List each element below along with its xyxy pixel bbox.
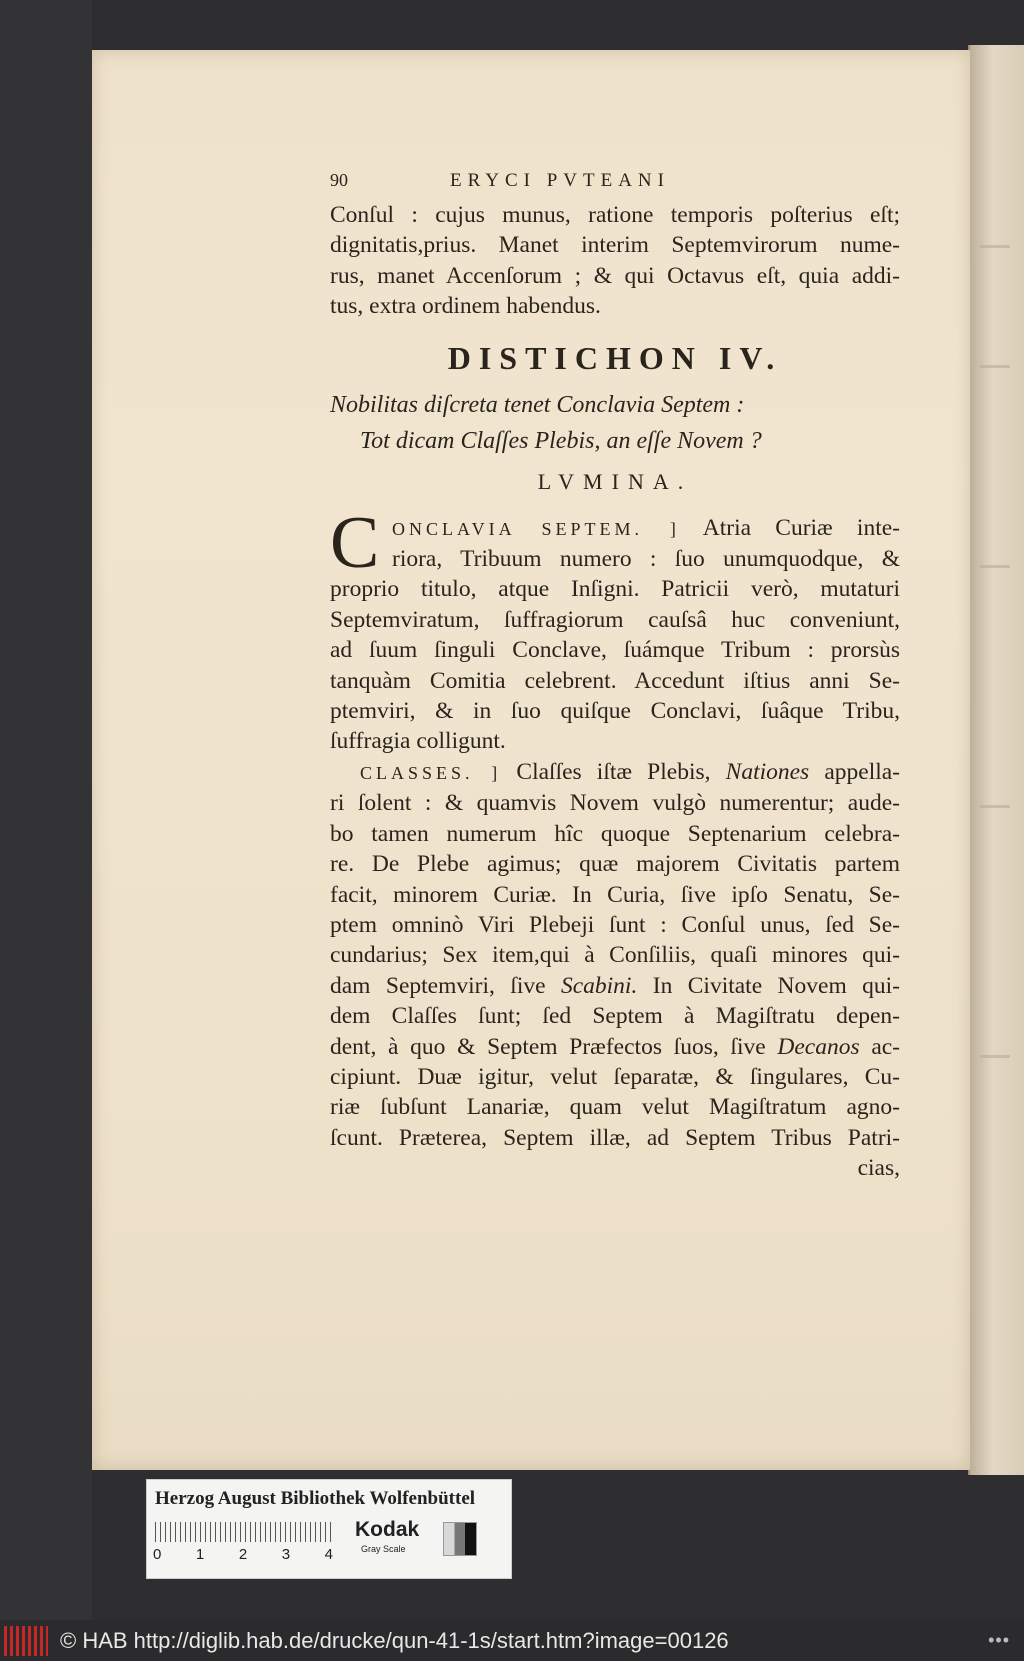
- text-span: Atria Curiæ inte-: [702, 514, 900, 541]
- text-line: facit, minorem Curiæ. In Curia, ſive ipſo Senatu, Se-: [330, 881, 900, 908]
- section-heading: DISTICHON IV.: [447, 339, 783, 376]
- color-calibration-bar: [146, 1479, 512, 1579]
- hab-logo-icon: [4, 1626, 48, 1656]
- ruler-number: 2: [238, 1546, 248, 1563]
- verse-line: Tot dicam Claſſes Plebis, an eſſe Novem ?: [360, 427, 762, 454]
- verse-line: Nobilitas diſcreta tenet Conclavia Septem :: [330, 391, 745, 418]
- paragraph-conclavia: [330, 501, 900, 757]
- footer-url[interactable]: © HAB http://diglib.hab.de/drucke/qun-41-1s/start.htm?image=00126: [60, 1627, 729, 1653]
- lemma: ONCLAVIA SEPTEM. ]: [392, 518, 680, 539]
- text-line: [330, 757, 900, 788]
- text-span: ac-: [871, 1033, 900, 1060]
- text-span: Claſſes iſtæ Plebis,: [516, 758, 711, 785]
- text-line: proprio titulo, atque Inſigni. Patricii verò, mutaturi: [330, 576, 900, 603]
- text-line: Septemviratum, ſuffragiorum cauſsâ huc conveniunt,: [330, 606, 900, 633]
- ruler-number: 1: [195, 1546, 205, 1563]
- text-span: dam Septemviri, ſive: [330, 972, 546, 999]
- text-line: riæ ſubſunt Lanariæ, quam velut Magiſtratum agno-: [330, 1094, 900, 1121]
- ruler-number: 3: [281, 1546, 291, 1563]
- italic-term: Scabini.: [560, 972, 638, 999]
- gray-scale-label: Gray Scale: [361, 1544, 406, 1554]
- page-text: [330, 170, 900, 1184]
- footer-bar: [0, 1620, 1024, 1661]
- text-line: [330, 1032, 900, 1062]
- italic-term: Decanos: [777, 1033, 860, 1060]
- text-line: ptem omninò Viri Plebeji ſunt : Conſul unus, ſed Se-: [330, 911, 900, 938]
- drop-cap: C: [330, 501, 380, 584]
- gray-patch: [443, 1522, 477, 1556]
- text-line: dignitatis,prius. Manet interim Septemvirorum nume-: [330, 232, 900, 259]
- facing-page-edge: [968, 45, 1024, 1475]
- subheading: LVMINA.: [537, 468, 693, 494]
- text-line: dem Claſſes ſunt; ſed Septem à Magiſtratu depen-: [330, 1003, 900, 1030]
- ruler-numbers: [153, 1546, 333, 1563]
- lemma: CLASSES. ]: [360, 762, 502, 783]
- text-line: cipiunt. Duæ igitur, velut ſeparatæ, & ſingulares, Cu-: [330, 1063, 900, 1090]
- text-line: ad ſuum ſinguli Conclave, ſuámque Tribum : prorsùs: [330, 637, 900, 664]
- text-line: bo tamen numerum hîc quoque Septenarium celebra-: [330, 820, 900, 847]
- text-line: tanquàm Comitia celebrent. Accedunt iſtius anni Se-: [330, 667, 900, 694]
- kodak-logo: Kodak: [355, 1518, 420, 1541]
- text-line: [330, 971, 900, 1001]
- text-line: ſcunt. Præterea, Septem illæ, ad Septem Tribus Patri-: [330, 1124, 900, 1151]
- text-span: appella-: [824, 758, 901, 785]
- text-line: ri ſolent : & quamvis Novem vulgò numerentur; aude-: [330, 790, 900, 817]
- text-span: dent, à quo & Septem Præfectos ſuos, ſive: [330, 1033, 766, 1060]
- text-line: ſuffragia colligunt.: [330, 728, 506, 755]
- text-line: Conſul : cujus munus, ratione temporis poſterius eſt;: [330, 202, 900, 228]
- paragraph-classes: [330, 757, 900, 1184]
- institution-label: Herzog August Bibliothek Wolfenbüttel: [155, 1488, 476, 1509]
- ruler-number: 4: [324, 1546, 333, 1563]
- book-page: [92, 50, 970, 1470]
- text-span: In Civitate Novem qui-: [652, 972, 901, 999]
- ruler-scale: [155, 1522, 335, 1542]
- text-line: tus, extra ordinem habendus.: [330, 293, 601, 320]
- scanner-background: [0, 0, 92, 1620]
- text-line: re. De Plebe agimus; quæ majorem Civitatis partem: [330, 851, 900, 878]
- catchword: cias,: [857, 1155, 900, 1182]
- text-line: ptemviri, & in ſuo quiſque Conclavi, ſuâque Tribu,: [330, 698, 900, 725]
- text-line: riora, Tribuum numero : ſuo unumquodque, &: [392, 546, 900, 573]
- more-menu-icon[interactable]: •••: [988, 1630, 1010, 1650]
- text-line: [330, 513, 900, 544]
- ruler-number: 0: [153, 1546, 162, 1563]
- italic-term: Nationes: [725, 758, 810, 785]
- text-line: rus, manet Accenſorum ; & qui Octavus eſt, quia addi-: [330, 262, 900, 289]
- running-head: [330, 170, 900, 200]
- text-line: cundarius; Sex item,qui à Conſiliis, quaſi minores qui-: [330, 942, 900, 969]
- running-head-title: ERYCI PVTEANI: [450, 170, 670, 191]
- page-number: 90: [330, 170, 348, 190]
